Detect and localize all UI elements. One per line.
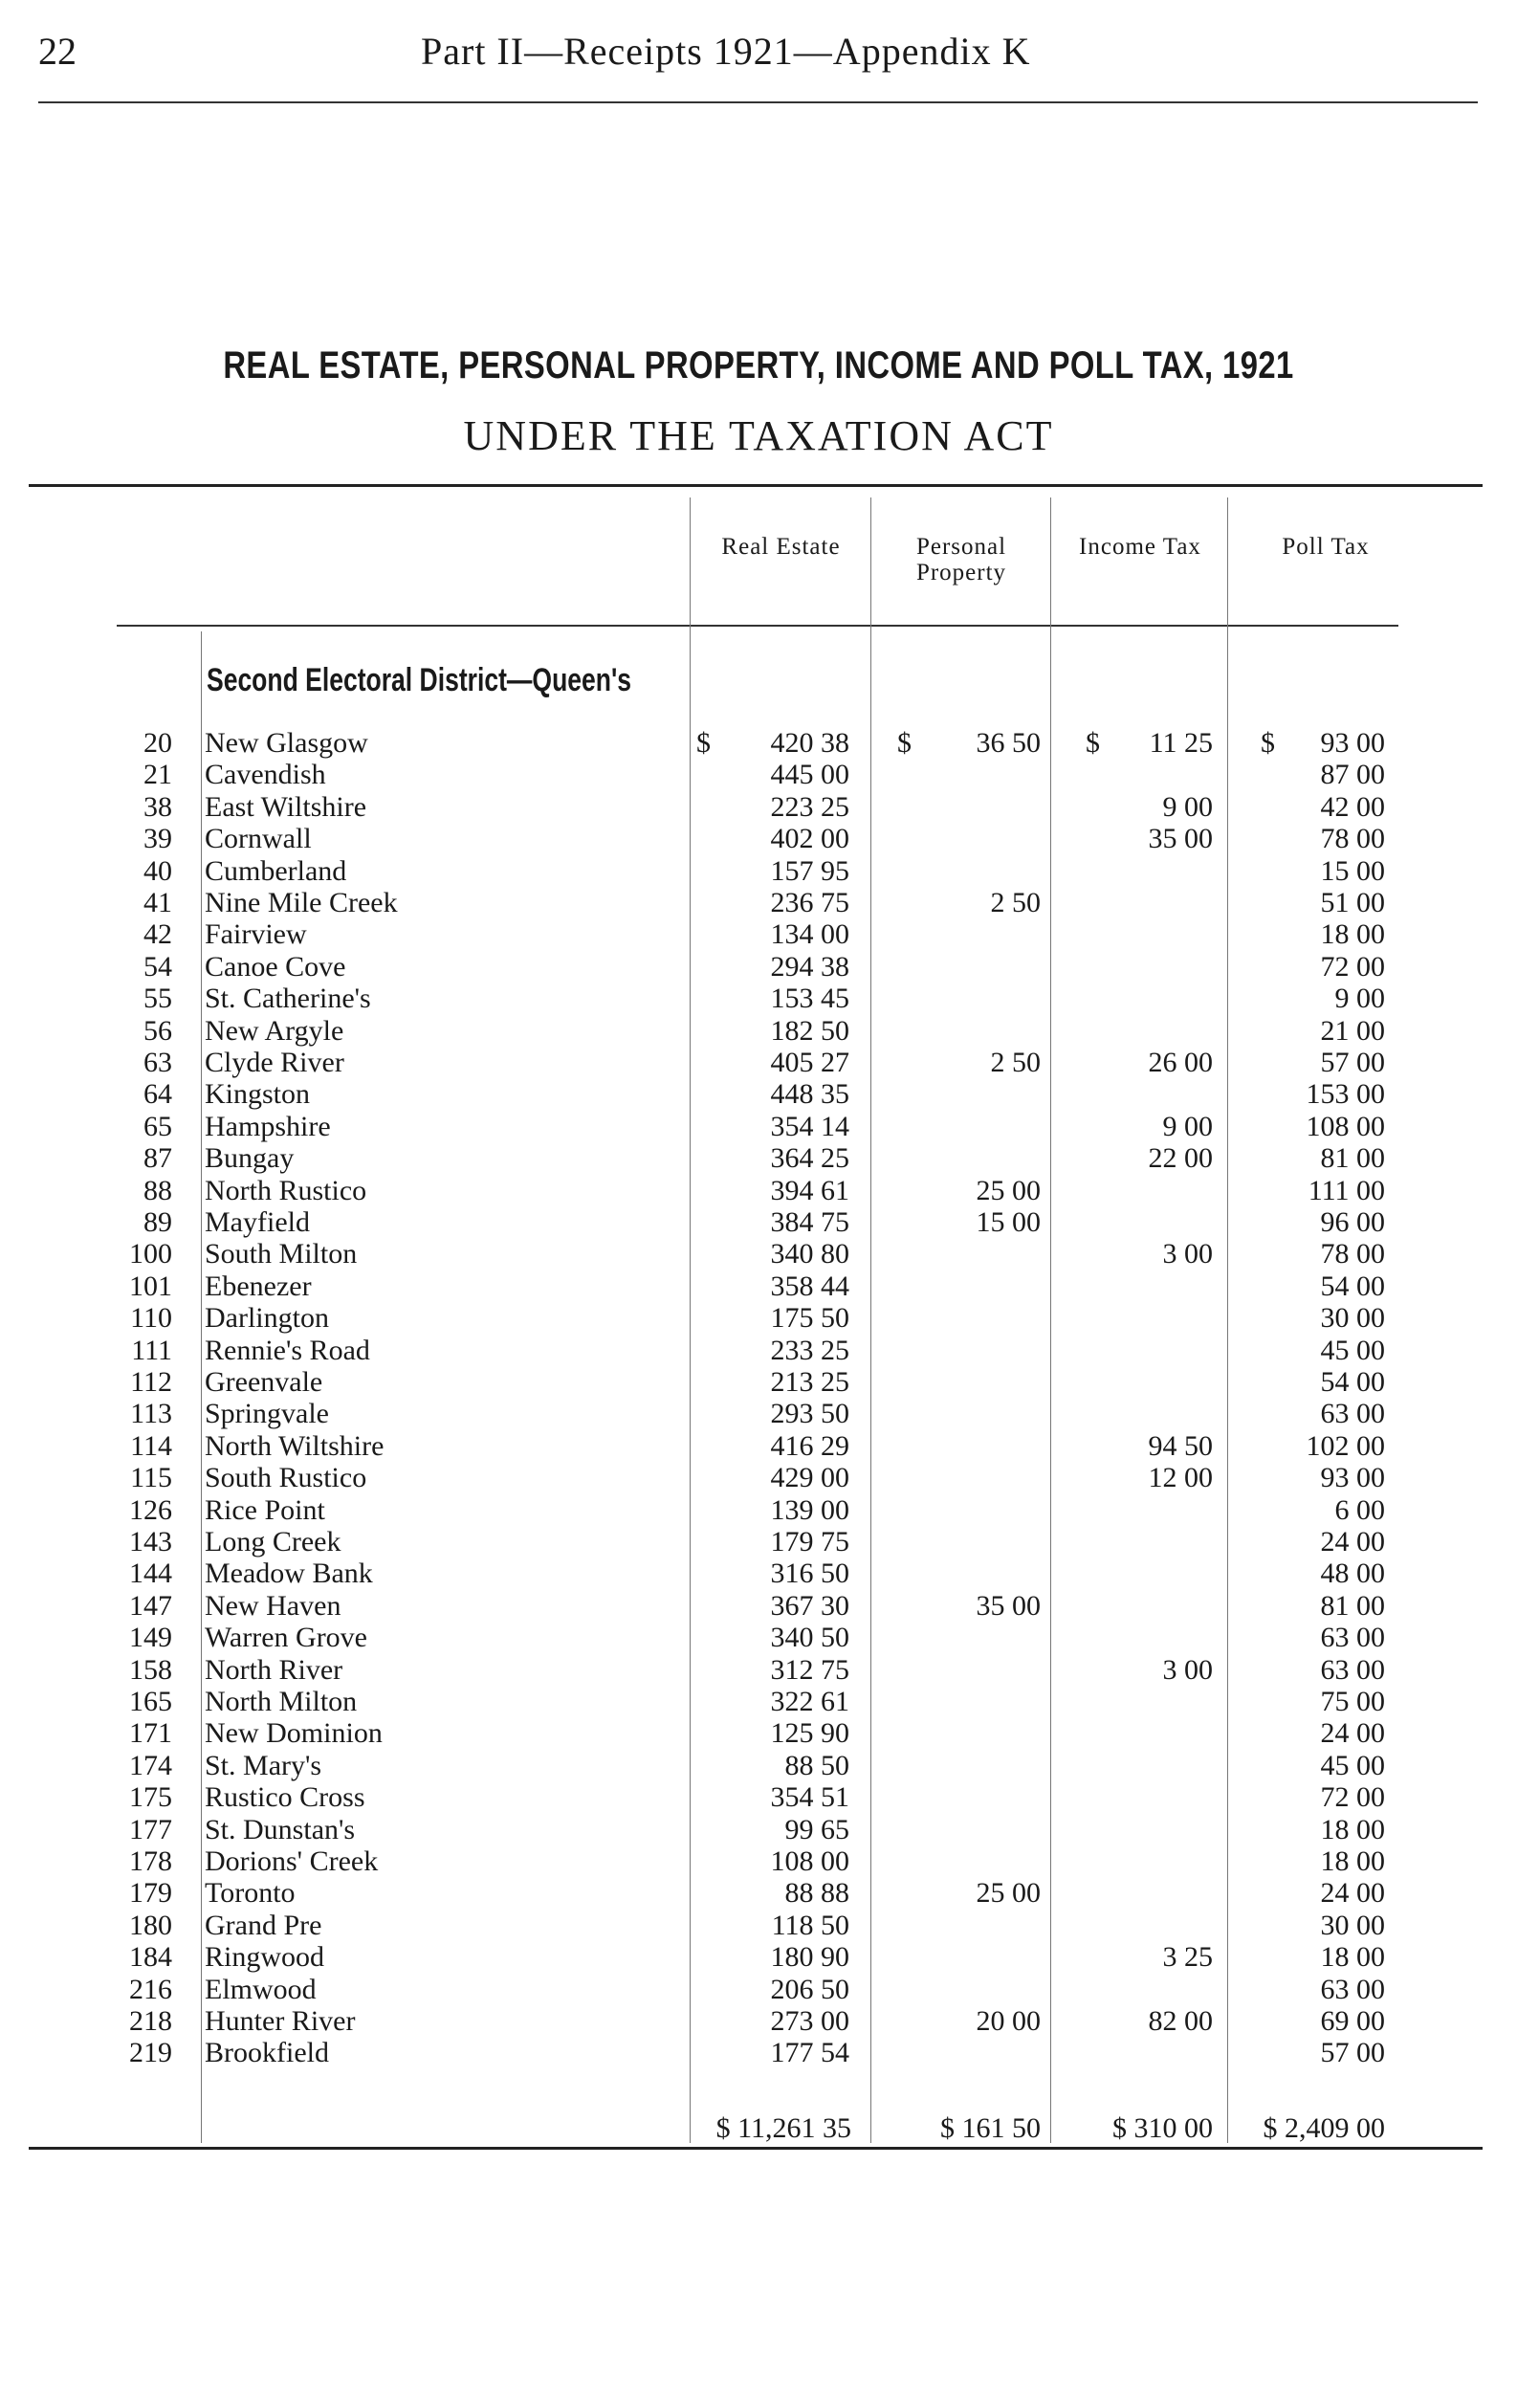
poll-tax-value: 18 00	[1320, 1845, 1385, 1877]
district-name: Bungay	[205, 1142, 295, 1175]
col-head-real-estate: Real Estate	[721, 534, 841, 560]
table-row	[0, 1654, 1517, 1686]
real-estate-value: 175 50	[770, 1302, 849, 1335]
poll-tax-value: 15 00	[1320, 854, 1385, 887]
real-estate-value: 358 44	[770, 1270, 849, 1302]
income-tax-value: 11 25	[1149, 727, 1213, 759]
district-name: Rice Point	[205, 1493, 325, 1526]
cur-real-estate: $	[696, 727, 711, 759]
personal-property-value: 20 00	[976, 2005, 1041, 2037]
poll-tax-value: 63 00	[1320, 1398, 1385, 1430]
poll-tax-value: 81 00	[1320, 1142, 1385, 1175]
real-estate-value: 367 30	[770, 1589, 849, 1622]
personal-property-value: 15 00	[976, 1206, 1041, 1238]
poll-tax-value: 57 00	[1320, 2037, 1385, 2069]
row-number: 113	[130, 1398, 172, 1430]
real-estate-value: 108 00	[770, 1845, 849, 1877]
real-estate-value: 177 54	[770, 2037, 849, 2069]
poll-tax-value: 21 00	[1320, 1014, 1385, 1047]
row-number: 64	[143, 1078, 172, 1111]
total-poll: $ 2,409 00	[1263, 2112, 1385, 2144]
row-number: 171	[129, 1717, 172, 1750]
table-row	[0, 983, 1517, 1014]
income-tax-value: 3 25	[1162, 1941, 1213, 1974]
poll-tax-value: 72 00	[1320, 950, 1385, 983]
poll-tax-value: 45 00	[1320, 1334, 1385, 1366]
table-row	[0, 887, 1517, 918]
district-name: North River	[205, 1653, 343, 1686]
real-estate-value: 420 38	[770, 727, 849, 759]
real-estate-value: 340 50	[770, 1622, 849, 1654]
table-row	[0, 1494, 1517, 1526]
row-number: 175	[129, 1781, 172, 1814]
district-name: Hunter River	[205, 2005, 356, 2037]
table-row	[0, 1462, 1517, 1493]
district-name: Cavendish	[205, 759, 326, 791]
real-estate-value: 316 50	[770, 1557, 849, 1590]
row-number: 216	[129, 1973, 172, 2005]
real-estate-value: 354 14	[770, 1110, 849, 1142]
district-name: North Rustico	[205, 1174, 367, 1206]
district-name: Dorions' Creek	[205, 1845, 379, 1877]
district-name: St. Mary's	[205, 1749, 322, 1781]
real-estate-value: 273 00	[770, 2005, 849, 2037]
income-tax-value: 22 00	[1148, 1142, 1213, 1175]
table-row	[0, 1206, 1517, 1238]
district-name: Ringwood	[205, 1941, 325, 1974]
table-row	[0, 1047, 1517, 1078]
income-tax-value: 9 00	[1162, 1110, 1213, 1142]
row-number: 126	[129, 1493, 172, 1526]
row-number: 39	[143, 823, 172, 855]
row-number: 87	[143, 1142, 172, 1175]
real-estate-value: 340 80	[770, 1238, 849, 1270]
page-number: 22	[38, 30, 77, 73]
district-name: New Glasgow	[205, 727, 368, 759]
personal-property-value: 25 00	[976, 1877, 1041, 1910]
table-row	[0, 1622, 1517, 1653]
income-tax-value: 12 00	[1148, 1462, 1213, 1494]
income-tax-value: 3 00	[1162, 1653, 1213, 1686]
table-row	[0, 918, 1517, 950]
district-name: East Wiltshire	[205, 790, 367, 823]
poll-tax-value: 93 00	[1320, 727, 1385, 759]
table-row	[0, 1366, 1517, 1398]
personal-property-value: 35 00	[976, 1589, 1041, 1622]
table-row	[0, 1686, 1517, 1717]
table-row	[0, 1238, 1517, 1270]
row-number: 110	[130, 1302, 172, 1335]
row-number: 65	[143, 1110, 172, 1142]
poll-tax-value: 24 00	[1320, 1877, 1385, 1910]
table-row	[0, 1941, 1517, 1973]
poll-tax-value: 18 00	[1320, 918, 1385, 951]
row-number: 218	[129, 2005, 172, 2037]
district-name: Meadow Bank	[205, 1557, 373, 1590]
real-estate-value: 206 50	[770, 1973, 849, 2005]
real-estate-value: 294 38	[770, 950, 849, 983]
real-estate-value: 384 75	[770, 1206, 849, 1238]
row-number: 88	[143, 1174, 172, 1206]
table-row	[0, 1302, 1517, 1334]
page-title: REAL ESTATE, PERSONAL PROPERTY, INCOME AND POLL TAX, 1921	[223, 344, 1294, 387]
table-top-rule	[29, 484, 1483, 487]
district-name: Rustico Cross	[205, 1781, 365, 1814]
totals-row	[0, 2112, 1517, 2145]
real-estate-value: 213 25	[770, 1366, 849, 1398]
district-name: South Rustico	[205, 1462, 367, 1494]
personal-property-value: 36 50	[976, 727, 1041, 759]
col-head-personal-line1: Personal	[915, 534, 1007, 560]
table-row	[0, 823, 1517, 854]
table-row	[0, 1015, 1517, 1047]
district-name: Ebenezer	[205, 1270, 312, 1302]
table-row	[0, 855, 1517, 887]
table-row	[0, 1781, 1517, 1813]
real-estate-value: 157 95	[770, 854, 849, 887]
row-number: 177	[129, 1813, 172, 1845]
district-name: Mayfield	[205, 1206, 310, 1238]
district-name: Cornwall	[205, 823, 312, 855]
table-row	[0, 1526, 1517, 1557]
row-number: 180	[129, 1909, 172, 1941]
district-name: Greenvale	[205, 1366, 323, 1398]
income-tax-value: 9 00	[1162, 790, 1213, 823]
table-row	[0, 951, 1517, 983]
poll-tax-value: 9 00	[1334, 983, 1385, 1015]
row-number: 174	[129, 1749, 172, 1781]
row-number: 56	[143, 1014, 172, 1047]
income-tax-value: 35 00	[1148, 823, 1213, 855]
real-estate-value: 354 51	[770, 1781, 849, 1814]
table-row	[0, 1845, 1517, 1877]
row-number: 184	[129, 1941, 172, 1974]
table-row	[0, 759, 1517, 790]
table-row	[0, 1717, 1517, 1749]
table-bottom-rule	[29, 2147, 1483, 2150]
district-name: New Argyle	[205, 1014, 344, 1047]
row-number: 112	[130, 1366, 172, 1398]
row-number: 147	[129, 1589, 172, 1622]
poll-tax-value: 51 00	[1320, 887, 1385, 918]
poll-tax-value: 54 00	[1320, 1270, 1385, 1302]
district-name: Rennie's Road	[205, 1334, 370, 1366]
district-name: South Milton	[205, 1238, 358, 1270]
cur-personal: $	[897, 727, 912, 759]
real-estate-value: 312 75	[770, 1653, 849, 1686]
district-name: Cumberland	[205, 854, 347, 887]
real-estate-value: 125 90	[770, 1717, 849, 1750]
income-tax-value: 3 00	[1162, 1238, 1213, 1270]
row-number: 41	[143, 887, 172, 918]
table-row	[0, 1335, 1517, 1366]
real-estate-value: 416 29	[770, 1429, 849, 1462]
poll-tax-value: 102 00	[1306, 1429, 1385, 1462]
total-real-estate: $ 11,261 35	[715, 2112, 851, 2144]
poll-tax-value: 93 00	[1320, 1462, 1385, 1494]
running-head: Part II—Receipts 1921—Appendix K	[421, 30, 1031, 73]
district-name: New Haven	[205, 1589, 341, 1622]
col-head-poll-tax: Poll Tax	[1282, 534, 1370, 560]
poll-tax-value: 111 00	[1308, 1174, 1385, 1206]
district-name: Elmwood	[205, 1973, 317, 2005]
table-row	[0, 1398, 1517, 1429]
row-number: 219	[129, 2037, 172, 2069]
real-estate-value: 134 00	[770, 918, 849, 951]
table-row	[0, 727, 1517, 759]
table-row	[0, 1078, 1517, 1110]
table-row	[0, 2037, 1517, 2068]
row-number: 158	[129, 1653, 172, 1686]
poll-tax-value: 108 00	[1306, 1110, 1385, 1142]
table-row	[0, 1175, 1517, 1206]
district-name: Darlington	[205, 1302, 329, 1335]
personal-property-value: 2 50	[990, 1047, 1041, 1078]
table-row	[0, 1910, 1517, 1941]
poll-tax-value: 48 00	[1320, 1557, 1385, 1590]
header-rule	[38, 101, 1478, 103]
total-personal: $ 161 50	[940, 2112, 1041, 2144]
poll-tax-value: 24 00	[1320, 1717, 1385, 1750]
income-tax-value: 26 00	[1148, 1047, 1213, 1078]
district-name: North Wiltshire	[205, 1429, 385, 1462]
page-subtitle: UNDER THE TAXATION ACT	[463, 412, 1054, 459]
total-income: $ 310 00	[1112, 2112, 1213, 2144]
district-name: St. Dunstan's	[205, 1813, 356, 1845]
poll-tax-value: 63 00	[1320, 1973, 1385, 2005]
table-row	[0, 791, 1517, 823]
poll-tax-value: 18 00	[1320, 1941, 1385, 1974]
poll-tax-value: 153 00	[1306, 1078, 1385, 1111]
poll-tax-value: 75 00	[1320, 1686, 1385, 1717]
poll-tax-value: 6 00	[1334, 1493, 1385, 1526]
real-estate-value: 182 50	[770, 1014, 849, 1047]
district-name: Canoe Cove	[205, 950, 346, 983]
row-number: 38	[143, 790, 172, 823]
poll-tax-value: 18 00	[1320, 1813, 1385, 1845]
real-estate-value: 394 61	[770, 1174, 849, 1206]
district-name: North Milton	[205, 1686, 358, 1717]
real-estate-value: 118 50	[771, 1909, 849, 1941]
table-row	[0, 1974, 1517, 2005]
table-row	[0, 1590, 1517, 1622]
table-row	[0, 1557, 1517, 1589]
district-name: Brookfield	[205, 2037, 329, 2069]
poll-tax-value: 96 00	[1320, 1206, 1385, 1238]
row-number: 42	[143, 918, 172, 951]
row-number: 143	[129, 1526, 172, 1557]
real-estate-value: 402 00	[770, 823, 849, 855]
district-name: Long Creek	[205, 1526, 341, 1557]
table-row	[0, 1750, 1517, 1781]
row-number: 21	[143, 759, 172, 791]
table-row	[0, 1814, 1517, 1845]
page-header	[38, 29, 1473, 77]
table-row	[0, 1270, 1517, 1302]
row-number: 55	[143, 983, 172, 1015]
real-estate-value: 429 00	[770, 1462, 849, 1494]
real-estate-value: 88 50	[784, 1749, 849, 1781]
row-number: 115	[130, 1462, 172, 1494]
col-head-personal-line2: Property	[915, 560, 1007, 585]
district-name: Fairview	[205, 918, 307, 951]
real-estate-value: 405 27	[770, 1047, 849, 1078]
row-number: 114	[130, 1429, 172, 1462]
row-number: 101	[129, 1270, 172, 1302]
district-name: Clyde River	[205, 1047, 344, 1078]
section-heading: Second Electoral District—Queen's	[207, 662, 632, 698]
poll-tax-value: 30 00	[1320, 1909, 1385, 1941]
real-estate-value: 236 75	[770, 887, 849, 918]
poll-tax-value: 57 00	[1320, 1047, 1385, 1078]
district-name: Grand Pre	[205, 1909, 322, 1941]
district-name: Warren Grove	[205, 1622, 367, 1654]
poll-tax-value: 69 00	[1320, 2005, 1385, 2037]
real-estate-value: 153 45	[770, 983, 849, 1015]
district-name: Nine Mile Creek	[205, 887, 398, 918]
col-head-personal-property	[873, 534, 1049, 585]
poll-tax-value: 78 00	[1320, 1238, 1385, 1270]
poll-tax-value: 42 00	[1320, 790, 1385, 823]
real-estate-value: 179 75	[770, 1526, 849, 1557]
row-number: 54	[143, 950, 172, 983]
real-estate-value: 223 25	[770, 790, 849, 823]
district-name: Hampshire	[205, 1110, 331, 1142]
poll-tax-value: 87 00	[1320, 759, 1385, 791]
row-number: 40	[143, 854, 172, 887]
district-name: Kingston	[205, 1078, 311, 1111]
income-tax-value: 94 50	[1148, 1429, 1213, 1462]
row-number: 20	[143, 727, 172, 759]
cur-income: $	[1086, 727, 1100, 759]
column-header-rule	[117, 625, 1398, 627]
row-number: 144	[129, 1557, 172, 1590]
poll-tax-value: 81 00	[1320, 1589, 1385, 1622]
table-row	[0, 2005, 1517, 2037]
district-name: St. Catherine's	[205, 983, 371, 1015]
table-row	[0, 1877, 1517, 1909]
row-number: 149	[129, 1622, 172, 1654]
real-estate-value: 448 35	[770, 1078, 849, 1111]
real-estate-value: 180 90	[770, 1941, 849, 1974]
district-name: New Dominion	[205, 1717, 383, 1750]
cur-poll: $	[1261, 727, 1275, 759]
real-estate-value: 233 25	[770, 1334, 849, 1366]
poll-tax-value: 72 00	[1320, 1781, 1385, 1814]
real-estate-value: 88 88	[784, 1877, 849, 1910]
table-row	[0, 1430, 1517, 1462]
poll-tax-value: 78 00	[1320, 823, 1385, 855]
table-row	[0, 1111, 1517, 1142]
col-head-income-tax: Income Tax	[1079, 534, 1201, 560]
poll-tax-value: 63 00	[1320, 1653, 1385, 1686]
row-number: 100	[129, 1238, 172, 1270]
row-number: 63	[143, 1047, 172, 1078]
personal-property-value: 2 50	[990, 887, 1041, 918]
poll-tax-value: 30 00	[1320, 1302, 1385, 1335]
poll-tax-value: 54 00	[1320, 1366, 1385, 1398]
real-estate-value: 364 25	[770, 1142, 849, 1175]
poll-tax-value: 45 00	[1320, 1749, 1385, 1781]
row-number: 89	[143, 1206, 172, 1238]
row-number: 179	[129, 1877, 172, 1910]
real-estate-value: 293 50	[770, 1398, 849, 1430]
table-row	[0, 1142, 1517, 1174]
real-estate-value: 139 00	[770, 1493, 849, 1526]
district-name: Springvale	[205, 1398, 329, 1430]
row-number: 178	[129, 1845, 172, 1877]
real-estate-value: 99 65	[784, 1813, 849, 1845]
real-estate-value: 322 61	[770, 1686, 849, 1717]
poll-tax-value: 63 00	[1320, 1622, 1385, 1654]
row-number: 111	[131, 1334, 172, 1366]
real-estate-value: 445 00	[770, 759, 849, 791]
income-tax-value: 82 00	[1148, 2005, 1213, 2037]
district-name: Toronto	[205, 1877, 296, 1910]
row-number: 165	[129, 1686, 172, 1717]
personal-property-value: 25 00	[976, 1174, 1041, 1206]
poll-tax-value: 24 00	[1320, 1526, 1385, 1557]
